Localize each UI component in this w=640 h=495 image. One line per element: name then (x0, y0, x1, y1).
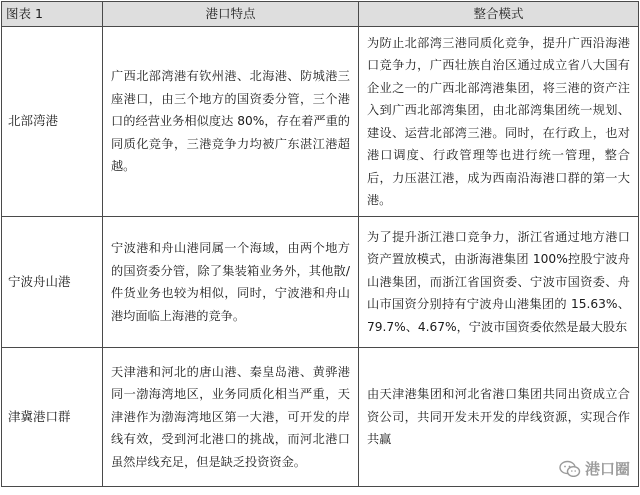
header-port-features: 港口特点 (103, 2, 359, 27)
features-cell: 广西北部湾港有钦州港、北海港、防城港三座港口，由三个地方的国资委分管，三个港口的经营业务相似度达 80%，存在着严重的同质化竞争，三港竞争力均被广东湛江港超越。 (103, 27, 359, 217)
region-cell: 宁波舟山港 (2, 217, 103, 348)
model-cell: 由天津港集团和河北省港口集团共同出资成立合资公司，共同开发未开发的岸线资源，实现合作共赢 (359, 348, 639, 487)
model-cell: 为了提升浙江港口竞争力，浙江省通过地方港口资产置放模式，由浙海港集团 100%控股宁波舟山港集团，而浙江省国资委、宁波市国资委、舟山市国资分别持有宁波舟山港集团的 15.63%、79.7%、4.67%，宁波市国资委依然是最大股东 (359, 217, 639, 348)
header-integration-model: 整合模式 (359, 2, 639, 27)
table-row (2, 217, 639, 348)
region-cell: 北部湾港 (2, 27, 103, 217)
port-integration-table (1, 1, 639, 487)
model-cell: 为防止北部湾三港同质化竞争，提升广西沿海港口竞争力，广西壮族自治区通过成立省八大国有企业之一的广西北部湾港集团，将三港的资产注入到广西北部湾集团，由北部湾集团统一规划、建设、运营北部湾三港。同时，在行政上，也对港口调度、行政管理等也进行统一管理，整合后，力压湛江港，成为西南沿海港口群的第一大港。 (359, 27, 639, 217)
features-cell: 天津港和河北的唐山港、秦皇岛港、黄骅港同一渤海湾地区，业务同质化相当严重，天津港作为渤海湾地区第一大港，可开发的岸线有效，受到河北港口的挑战，而河北港口虽然岸线充足，但是缺乏投资资金。 (103, 348, 359, 487)
table-caption: 图表 1 (2, 2, 103, 27)
table-header-row (2, 2, 639, 27)
region-cell: 津冀港口群 (2, 348, 103, 487)
table-row (2, 27, 639, 217)
watermark (559, 458, 630, 479)
table-row (2, 348, 639, 487)
wechat-icon (559, 460, 581, 478)
features-cell: 宁波港和舟山港同属一个海域，由两个地方的国资委分管，除了集装箱业务外，其他散/件货业务也较为相似，同时，宁波港和舟山港均面临上海港的竞争。 (103, 217, 359, 348)
watermark-text: 港口圈 (584, 460, 630, 478)
